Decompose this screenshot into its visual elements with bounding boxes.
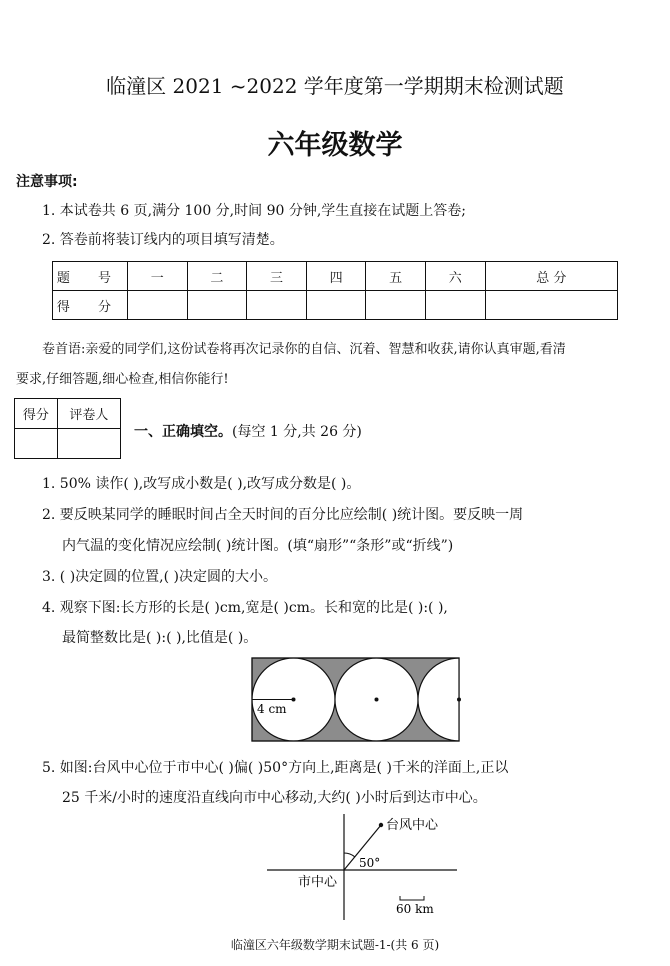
- score-table-header-row: [53, 262, 618, 291]
- rectangle-circles-figure: [250, 655, 465, 745]
- exam-subtitle: 六年级数学: [267, 130, 403, 161]
- score-col-2: 二: [187, 262, 247, 291]
- center-dot-3: [457, 698, 461, 702]
- note-item-2: 2. 答卷前将装订线内的项目填写清楚。: [42, 232, 284, 248]
- scale-label: 60 km: [396, 902, 434, 916]
- question-2-line-2: 内气温的变化情况应绘制( )统计图。(填“扇形”“条形”或“折线”): [62, 538, 454, 554]
- score-col-5: 五: [366, 262, 426, 291]
- question-4-line-1: 4. 观察下图:长方形的长是( )cm,宽是( )cm。长和宽的比是( ):( ),: [42, 600, 448, 616]
- score-cell[interactable]: [306, 291, 366, 320]
- score-col-1: 一: [128, 262, 188, 291]
- city-center-label: 市中心: [298, 875, 338, 890]
- center-dot-1: [292, 698, 296, 702]
- score-cell[interactable]: [366, 291, 426, 320]
- preface-line-1: 卷首语:亲爱的同学们,这份试卷将再次记录你的自信、沉着、智慧和收获,请你认真审题,看清: [42, 342, 566, 357]
- center-dot-2: [375, 698, 379, 702]
- grader-col-grader: 评卷人: [57, 399, 120, 429]
- typhoon-label: 台风中心: [386, 818, 439, 833]
- grader-score-cell[interactable]: [15, 429, 58, 459]
- score-table-row2-label: 得 分: [53, 291, 128, 320]
- section-1-heading: 一、正确填空。: [134, 424, 232, 440]
- question-5-line-2: 25 千米/小时的速度沿直线向市中心移动,大约( )小时后到达市中心。: [62, 790, 487, 806]
- score-cell[interactable]: [425, 291, 485, 320]
- score-col-3: 三: [247, 262, 307, 291]
- score-col-total: 总 分: [485, 262, 617, 291]
- score-table: [52, 261, 618, 320]
- question-2-line-1: 2. 要反映某同学的睡眠时间占全天时间的百分比应绘制( )统计图。要反映一周: [42, 507, 524, 523]
- section-1-note: (每空 1 分,共 26 分): [232, 424, 362, 440]
- score-cell[interactable]: [485, 291, 617, 320]
- question-4-line-2: 最简整数比是( ):( ),比值是( )。: [62, 630, 258, 646]
- typhoon-dot: [379, 823, 383, 827]
- score-cell[interactable]: [247, 291, 307, 320]
- score-cell[interactable]: [128, 291, 188, 320]
- score-table-row1-label: 题 号: [53, 262, 128, 291]
- question-5-line-1: 5. 如图:台风中心位于市中心( )偏( )50°方向上,距离是( )千米的洋面上,正以: [42, 760, 509, 776]
- radius-label: 4 cm: [257, 702, 287, 716]
- score-col-4: 四: [306, 262, 366, 291]
- question-1: 1. 50% 读作( ),改写成小数是( ),改写成分数是( )。: [42, 476, 361, 492]
- grader-table: [14, 398, 121, 459]
- note-item-1: 1. 本试卷共 6 页,满分 100 分,时间 90 分钟,学生直接在试题上答卷;: [42, 203, 467, 219]
- angle-arc: [344, 853, 355, 857]
- score-cell[interactable]: [187, 291, 247, 320]
- score-table-score-row: [53, 291, 618, 320]
- angle-label: 50°: [359, 856, 381, 870]
- grader-name-cell[interactable]: [57, 429, 120, 459]
- notes-heading: 注意事项:: [16, 174, 78, 190]
- preface-line-2: 要求,仔细答题,细心检查,相信你能行!: [16, 372, 229, 387]
- page-footer: 临潼区六年级数学期末试题-1-(共 6 页): [230, 938, 440, 952]
- direction-map-figure: [262, 812, 462, 922]
- grader-col-score: 得分: [15, 399, 58, 429]
- scale-bar: [400, 896, 424, 900]
- exam-title: 临潼区 2021 ~2022 学年度第一学期期末检测试题: [106, 74, 564, 98]
- section-1-title: [134, 421, 362, 441]
- question-3: 3. ( )决定圆的位置,( )决定圆的大小。: [42, 569, 278, 585]
- score-col-6: 六: [425, 262, 485, 291]
